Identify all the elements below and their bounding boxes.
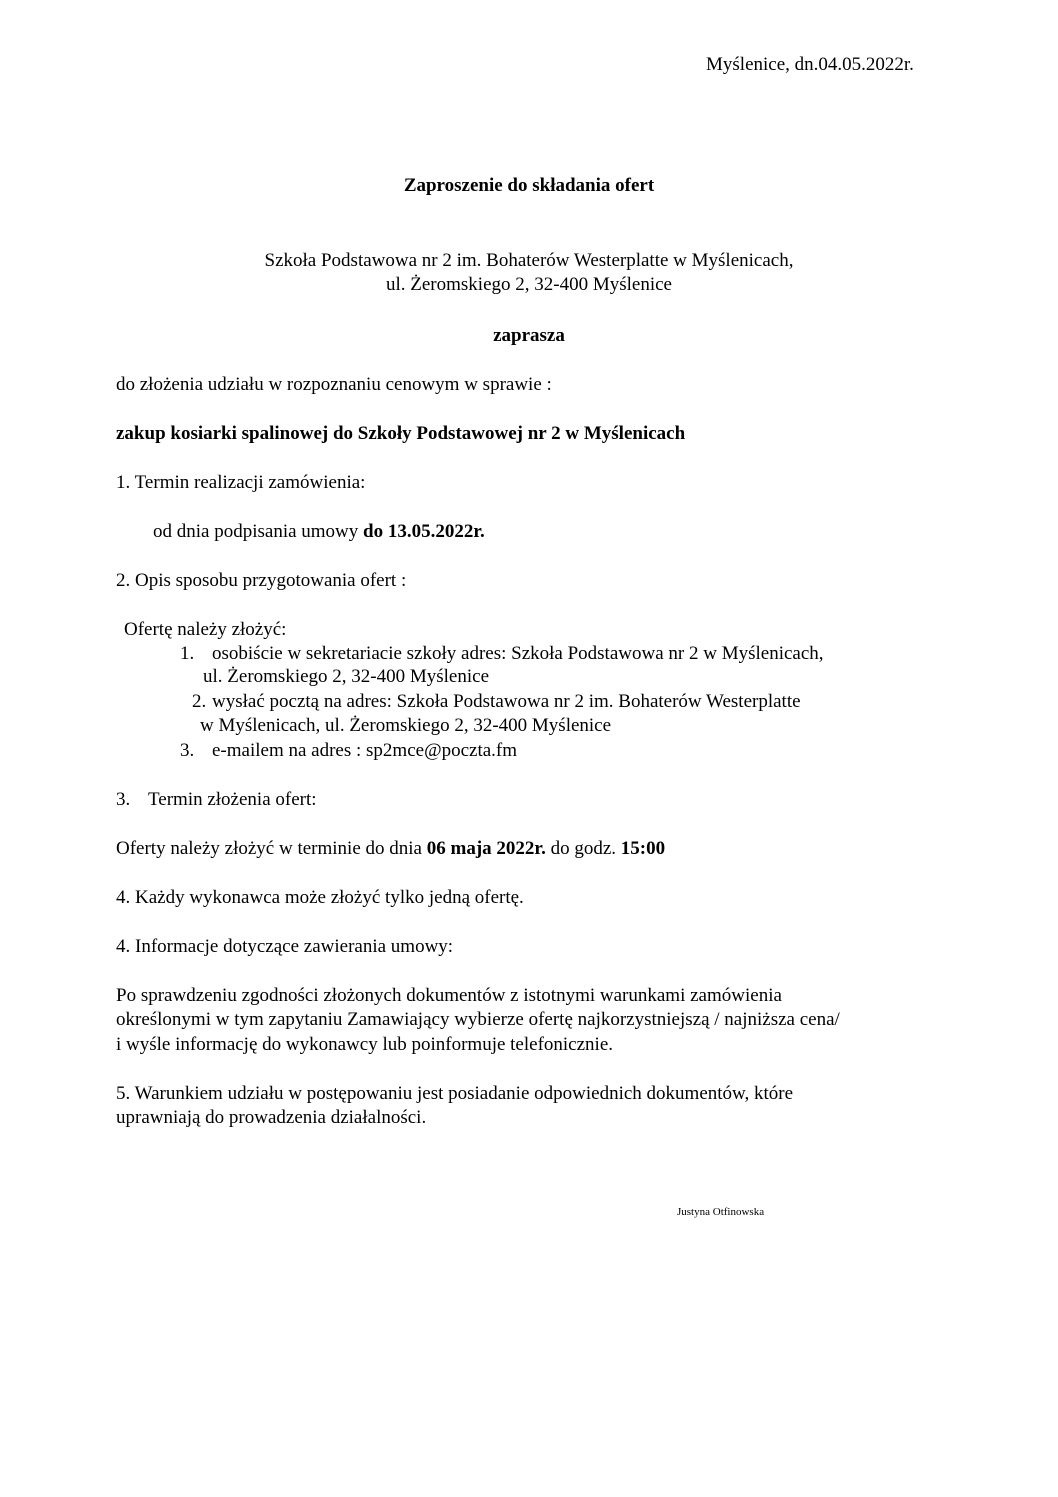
list-item-1-num: 1. <box>180 643 195 664</box>
signature: Justyna Otfinowska <box>677 1206 765 1218</box>
section4b-line-2: określonymi w tym zapytaniu Zamawiający wybierze ofertę najkorzystniejszą / najniższa cena/ <box>116 1009 840 1030</box>
section3-num: 3. <box>116 789 131 810</box>
section4b-line-1: Po sprawdzeniu zgodności złożonych dokumentów z istotnymi warunkami zamówienia <box>116 985 782 1006</box>
intro-text: do złożenia udziału w rozpoznaniu cenowym w sprawie : <box>116 374 552 395</box>
list-item-1-line1: osobiście w sekretariacie szkoły adres: Szkoła Podstawowa nr 2 w Myślenicach, <box>212 643 824 664</box>
section5-line-2: uprawniają do prowadzenia działalności. <box>116 1107 427 1128</box>
section1-text-prefix: od dnia podpisania umowy <box>153 521 364 542</box>
section3-text-a: Oferty należy złożyć w terminie do dnia <box>116 838 427 859</box>
section4b-line-3: i wyśle informację do wykonawcy lub poinformuje telefonicznie. <box>116 1034 614 1055</box>
section4b-heading: 4. Informacje dotyczące zawierania umowy: <box>116 936 454 957</box>
list-item-3-num: 3. <box>180 740 195 761</box>
section3-text-b: do godz. <box>545 838 621 859</box>
subject-text: zakup kosiarki spalinowej do Szkoły Podstawowej nr 2 w Myślenicach <box>116 423 686 444</box>
list-item-2-line1: wysłać pocztą na adres: Szkoła Podstawowa nr 2 im. Bohaterów Westerplatte <box>212 691 801 712</box>
section1-heading: 1. Termin realizacji zamówienia: <box>116 472 366 493</box>
document-title: Zaproszenie do składania ofert <box>403 175 655 196</box>
section3-heading: Termin złożenia ofert: <box>148 789 317 810</box>
section2-heading: 2. Opis sposobu przygotowania ofert : <box>116 570 407 591</box>
section3-time: 15:00 <box>620 838 666 859</box>
section2-intro: Ofertę należy złożyć: <box>124 619 287 640</box>
section3-date: 06 maja 2022r. <box>426 838 546 859</box>
section4a-text: 4. Każdy wykonawca może złożyć tylko jedną ofertę. <box>116 887 524 908</box>
section1-text <box>153 521 485 543</box>
list-item-3-line1: e-mailem na adres : sp2mce@poczta.fm <box>212 740 518 761</box>
school-name: Szkoła Podstawowa nr 2 im. Bohaterów Westerplatte w Myślenicach, <box>264 250 794 271</box>
place-date: Myślenice, dn.04.05.2022r. <box>706 54 914 75</box>
invites-heading: zaprasza <box>493 325 565 346</box>
school-address: ul. Żeromskiego 2, 32-400 Myślenice <box>385 274 672 295</box>
list-item-2-num: 2. <box>192 691 207 712</box>
list-item-1-line2: ul. Żeromskiego 2, 32-400 Myślenice <box>203 666 490 687</box>
section5-line-1: 5. Warunkiem udziału w postępowaniu jest posiadanie odpowiednich dokumentów, które <box>116 1083 794 1104</box>
section3-text <box>116 838 665 860</box>
list-item-2-line2: w Myślenicach, ul. Żeromskiego 2, 32-400 Myślenice <box>200 715 612 736</box>
section1-deadline: do 13.05.2022r. <box>363 521 485 542</box>
